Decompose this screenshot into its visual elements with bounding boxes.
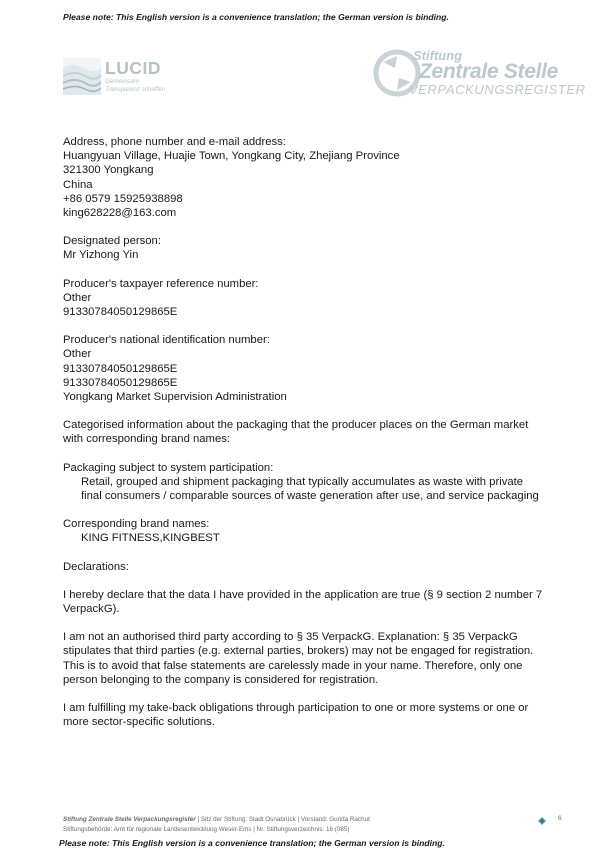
declaration-2 bbox=[63, 630, 563, 687]
designated-person-section bbox=[63, 234, 563, 262]
footer-diamond-icon bbox=[538, 817, 546, 825]
address-label: Address, phone number and e-mail address: bbox=[63, 136, 286, 148]
packaging-line: Retail, grouped and shipment packaging that typically accumulates as waste with private bbox=[81, 475, 524, 488]
packaging-line: final consumers / comparable sources of waste generation after use, and service packaging bbox=[81, 490, 539, 503]
taxpayer-line: Other bbox=[63, 291, 92, 304]
footer-line-2: Stiftungsbehörde: Amt für regionale Landesentwicklung Weser-Ems | Nr. Stiftungsverzeichnis: 16 (085) bbox=[63, 825, 350, 833]
lucid-wordmark: LUCID bbox=[105, 58, 161, 78]
lucid-wave-icon bbox=[63, 58, 101, 95]
zsvr-line-3: VERPACKUNGSREGISTER bbox=[409, 82, 586, 97]
declarations-label: Declarations: bbox=[63, 560, 129, 573]
declaration-line: person belonging to the company is considered for registration. bbox=[63, 673, 379, 686]
categorised-line: with corresponding brand names: bbox=[63, 433, 231, 446]
national-id-line: Other bbox=[63, 348, 92, 361]
declarations-heading-section bbox=[63, 560, 563, 574]
declaration-line: I am not an authorised third party according to § 35 VerpackG. Explanation: § 35 VerpackG bbox=[63, 631, 518, 644]
page-number: 6 bbox=[558, 815, 562, 822]
document-body bbox=[63, 135, 563, 744]
address-line: Huangyuan Village, Huajie Town, Yongkang City, Zhejiang Province bbox=[63, 150, 400, 163]
lucid-tagline-1: Gemeinsam bbox=[105, 78, 139, 85]
brands-section bbox=[63, 517, 563, 545]
taxpayer-line: 91330784050129865E bbox=[63, 306, 178, 319]
declaration-3 bbox=[63, 701, 563, 729]
packaging-label: Packaging subject to system participation: bbox=[63, 461, 274, 474]
designated-person-value: Mr Yizhong Yin bbox=[63, 249, 139, 262]
lucid-tagline-2: Transparenz schaffen bbox=[105, 86, 166, 93]
declaration-line: more sector-specific solutions. bbox=[63, 716, 215, 729]
national-id-line: Yongkang Market Supervision Administration bbox=[63, 391, 287, 404]
declaration-line: This is to avoid that false statements are carelessly made in your name. Therefore, only one bbox=[63, 659, 523, 672]
email-address: king628228@163.com bbox=[63, 207, 177, 220]
categorised-info-section bbox=[63, 418, 563, 446]
declaration-line: stipulates that third parties (e.g. external parties, brokers) may not be engaged for registration. bbox=[63, 645, 534, 658]
lucid-logo bbox=[63, 58, 193, 98]
zsvr-line-2: Zentrale Stelle bbox=[419, 60, 559, 83]
translation-notice-top: Please note: This English version is a convenience translation; the German version is binding. bbox=[63, 12, 449, 22]
brands-label: Corresponding brand names: bbox=[63, 518, 210, 531]
address-line: 321300 Yongkang bbox=[63, 164, 154, 177]
declaration-line: I hereby declare that the data I have provided in the application are true (§ 9 section 2 number 7 bbox=[63, 588, 543, 601]
zsvr-line-1: Stiftung bbox=[413, 48, 463, 63]
zsvr-logo bbox=[371, 44, 586, 104]
categorised-line: Categorised information about the packaging that the producer places on the German market bbox=[63, 419, 529, 432]
national-id-label: Producer's national identification number: bbox=[63, 334, 270, 347]
declaration-line: VerpackG). bbox=[63, 603, 120, 616]
taxpayer-section bbox=[63, 277, 563, 320]
declaration-1 bbox=[63, 588, 563, 616]
translation-notice-bottom: Please note: This English version is a convenience translation; the German version is binding. bbox=[59, 838, 445, 848]
address-line: China bbox=[63, 178, 93, 191]
page-footer bbox=[63, 815, 563, 834]
footer-line-1 bbox=[63, 815, 563, 825]
declaration-line: I am fulfilling my take-back obligations through participation to one or more systems or one or bbox=[63, 702, 529, 715]
taxpayer-label: Producer's taxpayer reference number: bbox=[63, 277, 259, 290]
national-id-section bbox=[63, 333, 563, 404]
footer-line-1-rest: | Sitz der Stiftung: Stadt Osnabrück | Vorstand: Gunda Rachut bbox=[195, 816, 370, 823]
designated-person-label: Designated person: bbox=[63, 235, 161, 248]
packaging-section bbox=[63, 461, 563, 504]
footer-org: Stiftung Zentrale Stelle Verpackungsregister bbox=[63, 816, 196, 823]
address-section bbox=[63, 135, 563, 220]
national-id-line: 91330784050129865E bbox=[63, 376, 178, 389]
brands-value: KING FITNESS,KINGBEST bbox=[81, 532, 220, 545]
phone-number: +86 0579 15925938898 bbox=[63, 192, 183, 205]
national-id-line: 91330784050129865E bbox=[63, 362, 178, 375]
